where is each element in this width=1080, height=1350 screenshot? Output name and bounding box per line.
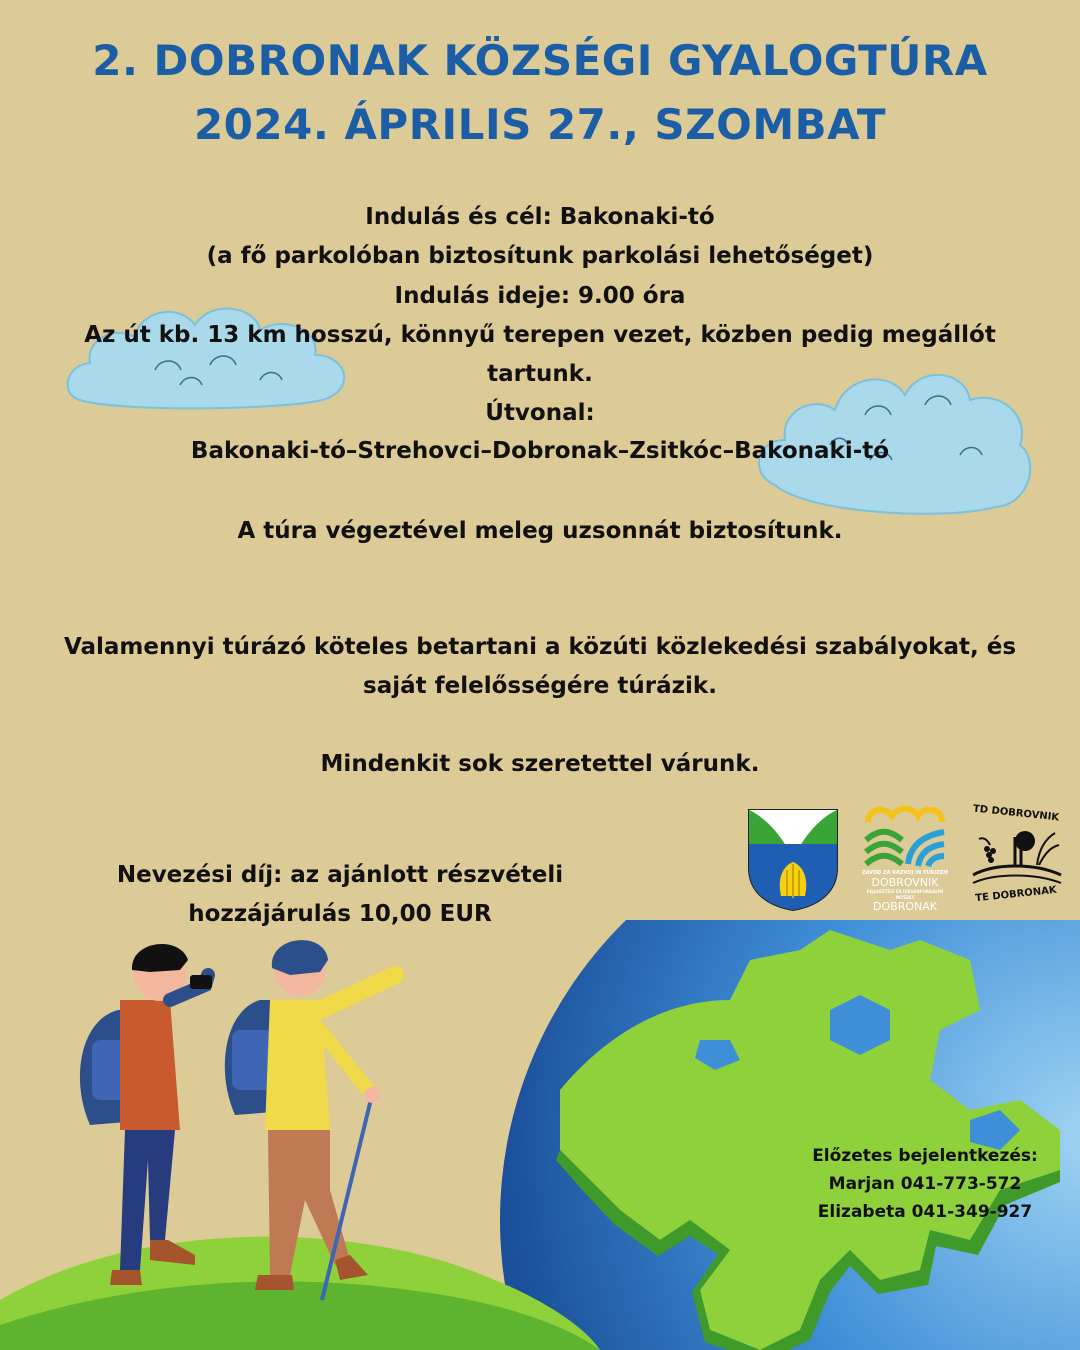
welcome-text: Mindenkit sok szeretettel várunk. xyxy=(320,751,760,777)
zavod-logo xyxy=(860,800,950,912)
contact-label: Előzetes bejelentkezés: xyxy=(812,1146,1038,1166)
td-emblem-icon xyxy=(965,819,1067,889)
hiker-with-binoculars xyxy=(80,944,212,1285)
contact-person-2: Elizabeta 041-349-927 xyxy=(817,1202,1033,1222)
zavod-small-text-2: FEJLESZTÉSI ÉS IDEGENFORGALMI INTÉZET xyxy=(866,889,944,900)
title-line-1: 2. DOBRONAK KÖZSÉGI GYALOGTÚRA xyxy=(92,36,988,85)
zavod-name-1: DOBROVNIK xyxy=(871,876,939,889)
zavod-name-2: DOBRONAK xyxy=(873,900,937,913)
fee-text-1: Nevezési díj: az ajánlott részvételi xyxy=(116,862,564,888)
parking-text: (a fő parkolóban biztosítunk parkolási lehetőséget) xyxy=(206,243,874,269)
distance-text-2: tartunk. xyxy=(487,361,593,387)
route-label: Útvonal: xyxy=(485,400,595,426)
start-time-text: Indulás ideje: 9.00 óra xyxy=(394,283,686,309)
coat-of-arms-icon xyxy=(747,808,839,912)
td-top-text: TD DOBROVNIK xyxy=(972,803,1060,824)
hikers-illustration xyxy=(0,930,620,1350)
rules-text-1: Valamennyi túrázó köteles betartani a közúti közlekedési szabályokat, és xyxy=(63,634,1017,660)
rules-text-2: saját felelősségére túrázik. xyxy=(363,673,717,699)
zavod-logo-icon xyxy=(860,800,950,870)
contact-person-1: Marjan 041-773-572 xyxy=(828,1174,1022,1194)
distance-text-1: Az út kb. 13 km hosszú, könnyű terepen vezet, közben pedig megállót xyxy=(84,322,996,348)
td-bottom-text: TE DOBRONAK xyxy=(974,884,1058,905)
start-goal-text: Indulás és cél: Bakonaki-tó xyxy=(365,204,715,230)
td-dobrovnik-logo xyxy=(965,803,1067,916)
fee-text-2: hozzájárulás 10,00 EUR xyxy=(188,901,492,927)
snack-text: A túra végeztével meleg uzsonnát biztosítunk. xyxy=(237,518,843,544)
route-text: Bakonaki-tó–Strehovci–Dobronak–Zsitkóc–Bakonaki-tó xyxy=(190,438,890,464)
title-line-2: 2024. ÁPRILIS 27., SZOMBAT xyxy=(193,100,887,149)
zavod-small-text: ZAVOD ZA RAZVOJ IN TURIZEM xyxy=(861,870,949,876)
